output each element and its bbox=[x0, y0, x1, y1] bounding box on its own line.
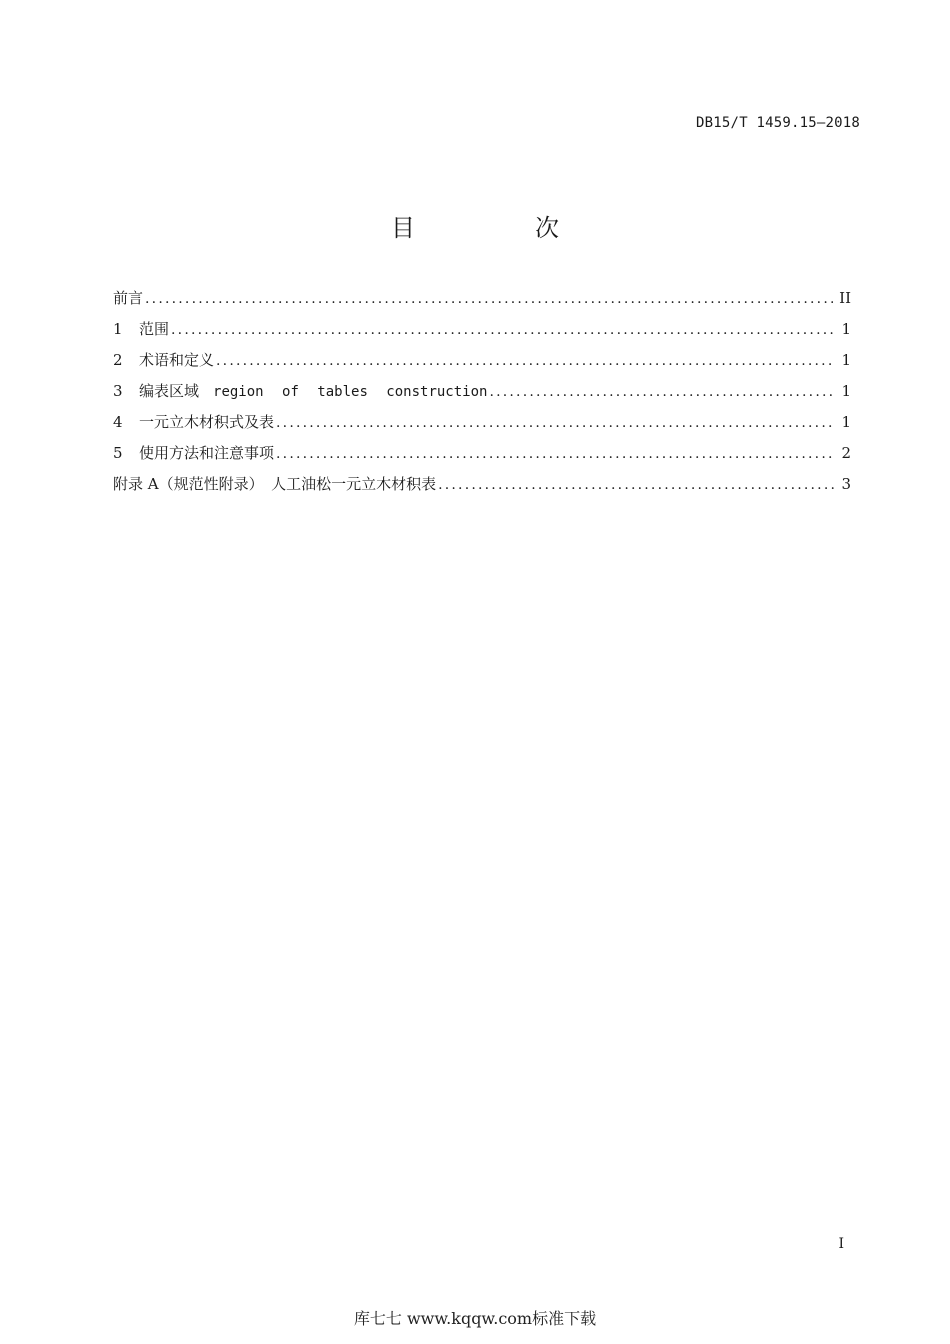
toc-entry-page: 1 bbox=[841, 413, 851, 431]
standard-code: DB15/T 1459.15—2018 bbox=[696, 115, 860, 131]
page-title: 目 次 bbox=[391, 214, 607, 242]
toc-entry-number: 2 bbox=[113, 351, 123, 369]
toc-entry-number: 5 bbox=[113, 444, 123, 462]
toc-leader-dots bbox=[276, 446, 835, 462]
toc-entry-number: 1 bbox=[113, 320, 123, 338]
toc-entry-page: 2 bbox=[841, 444, 851, 462]
toc-entry-terms[interactable] bbox=[113, 349, 851, 380]
site-watermark: 库七七 www.kqqw.com标准下载 bbox=[353, 1309, 597, 1328]
toc-entry-page: 1 bbox=[841, 382, 851, 400]
toc-entry-label: 附录 A（规范性附录） 人工油松一元立木材积表 bbox=[113, 475, 437, 493]
toc-entry-label-group bbox=[139, 380, 487, 401]
toc-leader-dots bbox=[216, 353, 835, 369]
toc-entry-appendix-a[interactable] bbox=[113, 473, 851, 504]
toc-entry-volume-formula[interactable] bbox=[113, 411, 851, 442]
toc-entry-english-label: region of tables construction bbox=[213, 384, 488, 400]
toc-entry-number: 4 bbox=[113, 413, 123, 431]
toc-entry-number: 3 bbox=[113, 382, 123, 400]
toc-leader-dots bbox=[145, 291, 833, 307]
toc-entry-region[interactable] bbox=[113, 380, 851, 411]
toc-leader-dots bbox=[489, 384, 835, 400]
toc-entry-label: 使用方法和注意事项 bbox=[139, 444, 275, 462]
toc-entry-usage[interactable] bbox=[113, 442, 851, 473]
toc-entry-label: 范围 bbox=[139, 320, 170, 338]
toc-entry-page: II bbox=[839, 289, 851, 307]
toc-leader-dots bbox=[438, 477, 835, 493]
toc-entry-label: 一元立木材积式及表 bbox=[139, 413, 275, 431]
toc-entry-label: 编表区域 bbox=[139, 382, 200, 400]
toc-entry-page: 1 bbox=[841, 320, 851, 338]
toc-entry-label: 前言 bbox=[113, 289, 144, 307]
page-number: I bbox=[838, 1236, 844, 1252]
toc-leader-dots bbox=[276, 415, 835, 431]
toc-entry-page: 3 bbox=[841, 475, 851, 493]
toc-entry-page: 1 bbox=[841, 351, 851, 369]
toc-entry-scope[interactable] bbox=[113, 318, 851, 349]
table-of-contents bbox=[113, 287, 851, 504]
toc-entry-foreword[interactable] bbox=[113, 287, 851, 318]
toc-leader-dots bbox=[171, 322, 835, 338]
toc-entry-label: 术语和定义 bbox=[139, 351, 215, 369]
